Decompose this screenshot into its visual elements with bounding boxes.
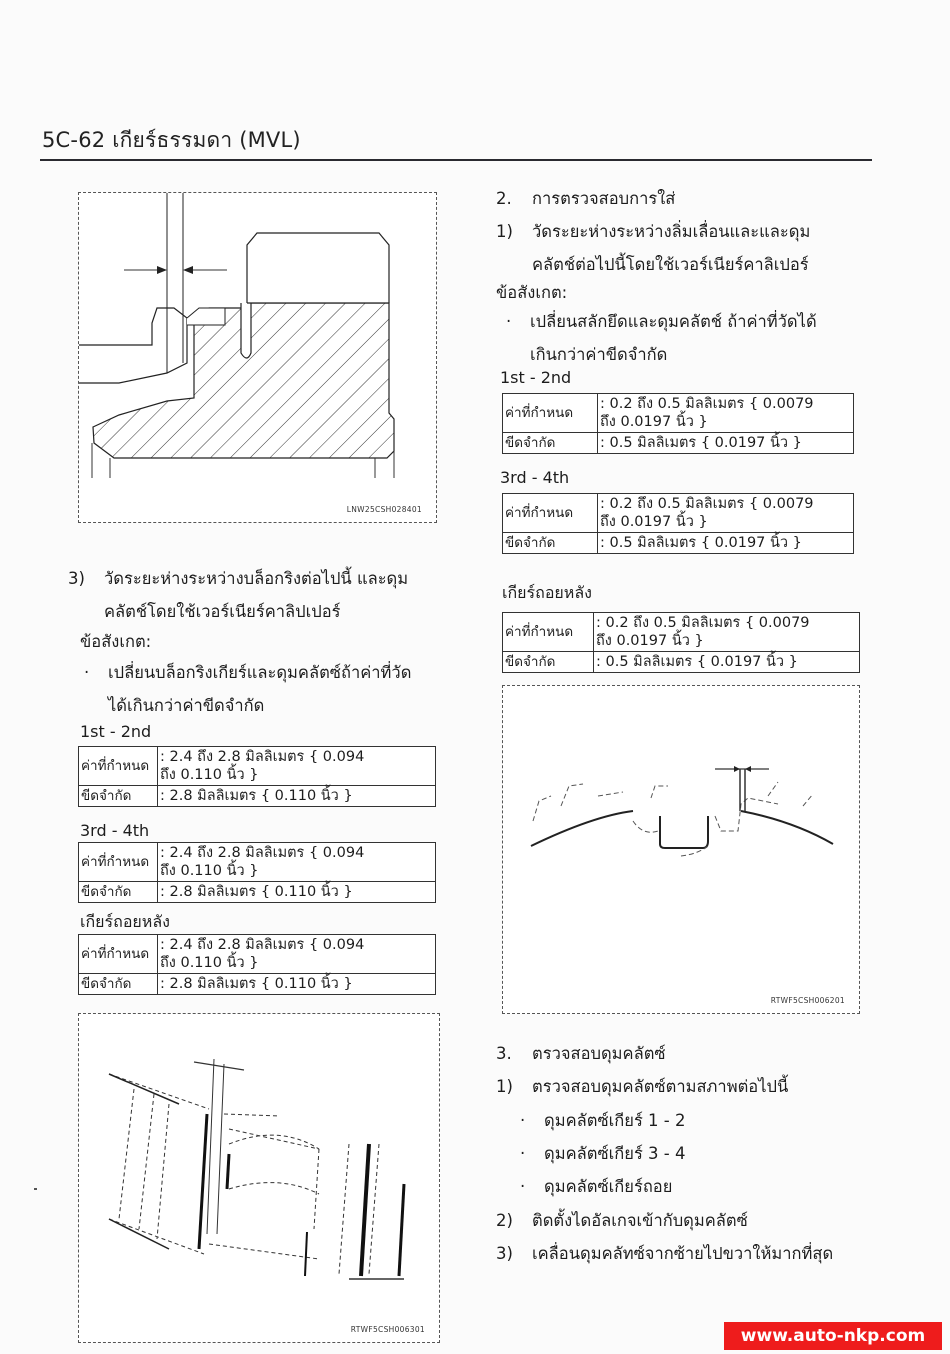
limit-value: : 2.8 มิลลิเมตร { 0.110 นิ้ว } xyxy=(158,786,436,807)
table-row xyxy=(79,935,436,974)
header-divider xyxy=(40,159,872,161)
note-label: ข้อสังเกต: xyxy=(80,632,152,651)
table-row xyxy=(79,747,436,786)
page-title: 5C-62 เกียร์ธรรมดา (MVL) xyxy=(42,128,301,152)
spec-label: ค่าที่กำหนด xyxy=(503,394,598,433)
spec-value: : 0.2 ถึง 0.5 มิลลิเมตร { 0.0079 ถึง 0.0197 นิ้ว } xyxy=(598,394,854,433)
step-number: 1) xyxy=(496,1077,513,1096)
limit-label: ขีดจำกัด xyxy=(503,433,598,454)
section-2-heading xyxy=(496,182,675,215)
limit-value: : 2.8 มิลลิเมตร { 0.110 นิ้ว } xyxy=(158,882,436,903)
table-row xyxy=(503,613,860,652)
hub-sleeve-cross-section-drawing xyxy=(79,193,435,521)
note-bullet xyxy=(84,656,411,722)
spec-value: : 2.4 ถึง 2.8 มิลลิเมตร { 0.094 ถึง 0.110 นิ้ว } xyxy=(158,747,436,786)
spec-value: : 0.2 ถึง 0.5 มิลลิเมตร { 0.0079 ถึง 0.0197 นิ้ว } xyxy=(598,494,854,533)
bullet: · xyxy=(506,312,512,331)
figure-key-hub-gap xyxy=(502,685,860,1014)
s3-step-1 xyxy=(496,1070,788,1103)
scan-speck xyxy=(34,1188,37,1190)
spec-label: ค่าที่กำหนด xyxy=(503,494,598,533)
spec-label: ค่าที่กำหนด xyxy=(503,613,594,652)
table-row xyxy=(503,433,854,454)
list-item: · ดุมคลัตซ์เกียร์ถอย xyxy=(520,1177,673,1196)
s3-step-2 xyxy=(496,1204,748,1237)
step-number: 3) xyxy=(496,1244,513,1263)
spec-title-reverse: เกียร์ถอยหลัง xyxy=(80,912,170,931)
spec-title-reverse: เกียร์ถอยหลัง xyxy=(502,583,592,602)
synchronizer-key-drawing xyxy=(503,686,857,1011)
spec-label: ค่าที่กำหนด xyxy=(79,843,158,882)
step-number: 1) xyxy=(496,222,513,241)
step-text: เคลื่อนดุมคลัทซ์จากซ้ายไปขวาให้มากที่สุด xyxy=(532,1244,834,1263)
watermark-link[interactable]: www.auto-nkp.com xyxy=(724,1322,942,1350)
table-row xyxy=(79,974,436,995)
note-text-line2: ได้เกินกว่าค่าขีดจำกัด xyxy=(108,696,265,715)
section-number: 2. xyxy=(496,189,512,208)
limit-label: ขีดจำกัด xyxy=(79,882,158,903)
step-text-line2: คลัตช์ต่อไปนี้โดยใช้เวอร์เนียร์คาลิเปอร์ xyxy=(532,255,809,274)
spec-value: : 2.4 ถึง 2.8 มิลลิเมตร { 0.094 ถึง 0.110 นิ้ว } xyxy=(158,935,436,974)
spec-table-1st-2nd xyxy=(502,393,854,454)
note-label: ข้อสังเกต: xyxy=(496,283,568,302)
limit-label: ขีดจำกัด xyxy=(79,974,158,995)
table-row xyxy=(79,882,436,903)
figure-blocking-ring-gap xyxy=(78,192,437,523)
spec-label: ค่าที่กำหนด xyxy=(79,935,158,974)
step-text-line1: วัดระยะห่างระหว่างบล็อกริงต่อไปนี้ และดุม xyxy=(104,569,409,588)
list-item: · ดุมคลัตซ์เกียร์ 1 - 2 xyxy=(520,1111,686,1130)
section-3-heading xyxy=(496,1037,666,1070)
list-item: · ดุมคลัตซ์เกียร์ 3 - 4 xyxy=(520,1144,686,1163)
clutch-hub-isometric-drawing xyxy=(79,1014,437,1340)
step-number: 3) xyxy=(68,569,85,588)
step-3-instruction xyxy=(68,562,408,628)
step-text: ติดตั้งไดอัลเกจเข้ากับดุมคลัตซ์ xyxy=(532,1211,748,1230)
s3-step-3 xyxy=(496,1237,833,1270)
table-row xyxy=(503,394,854,433)
limit-label: ขีดจำกัด xyxy=(503,652,594,673)
limit-label: ขีดจำกัด xyxy=(503,533,598,554)
limit-value: : 2.8 มิลลิเมตร { 0.110 นิ้ว } xyxy=(158,974,436,995)
spec-label: ค่าที่กำหนด xyxy=(79,747,158,786)
spec-title-3rd-4th: 3rd - 4th xyxy=(80,821,150,840)
bullet: · xyxy=(84,663,90,682)
section-number: 3. xyxy=(496,1044,512,1063)
spec-table-reverse xyxy=(78,934,436,995)
table-row xyxy=(503,652,860,673)
section-title: ตรวจสอบดุมคลัตซ์ xyxy=(532,1044,666,1063)
note-text-line2: เกินกว่าค่าขีดจำกัด xyxy=(530,345,668,364)
table-row xyxy=(503,494,854,533)
note-bullet xyxy=(506,305,817,371)
section-title: การตรวจสอบการใส่ xyxy=(532,189,676,208)
spec-title-3rd-4th: 3rd - 4th xyxy=(500,468,570,487)
figure-code: RTWF5CSH006201 xyxy=(770,996,845,1005)
step-text-line2: คลัตช์โดยใช้เวอร์เนียร์คาลิปเปอร์ xyxy=(104,602,341,621)
spec-table-3rd-4th xyxy=(502,493,854,554)
table-row xyxy=(503,533,854,554)
spec-title-1st-2nd: 1st - 2nd xyxy=(500,368,572,387)
spec-title-1st-2nd: 1st - 2nd xyxy=(80,722,152,741)
figure-clutch-hub-measurement xyxy=(78,1013,440,1343)
figure-code: RTWF5CSH006301 xyxy=(350,1325,425,1334)
step-text: ตรวจสอบดุมคลัตซ์ตามสภาพต่อไปนี้ xyxy=(532,1077,789,1096)
note-text-line1: เปลี่ยนบล็อกริงเกียร์และดุมคลัตซ์ถ้าค่าที่วัด xyxy=(108,663,412,682)
spec-value: : 2.4 ถึง 2.8 มิลลิเมตร { 0.094 ถึง 0.110 นิ้ว } xyxy=(158,843,436,882)
spec-table-1st-2nd xyxy=(78,746,436,807)
step-number: 2) xyxy=(496,1211,513,1230)
limit-value: : 0.5 มิลลิเมตร { 0.0197 นิ้ว } xyxy=(598,433,854,454)
spec-value: : 0.2 ถึง 0.5 มิลลิเมตร { 0.0079 ถึง 0.0197 นิ้ว } xyxy=(594,613,860,652)
step-1-instruction xyxy=(496,215,810,281)
step-text-line1: วัดระยะห่างระหว่างลิ่มเลื่อนและและดุม xyxy=(532,222,811,241)
spec-table-3rd-4th xyxy=(78,842,436,903)
spec-table-reverse xyxy=(502,612,860,673)
note-text-line1: เปลี่ยนสลักยึดและดุมคลัตช์ ถ้าค่าที่วัดได้ xyxy=(530,312,817,331)
limit-value: : 0.5 มิลลิเมตร { 0.0197 นิ้ว } xyxy=(594,652,860,673)
figure-code: LNW25CSH028401 xyxy=(346,505,422,514)
s3-bullet-list xyxy=(520,1104,686,1203)
limit-value: : 0.5 มิลลิเมตร { 0.0197 นิ้ว } xyxy=(598,533,854,554)
limit-label: ขีดจำกัด xyxy=(79,786,158,807)
table-row xyxy=(79,843,436,882)
table-row xyxy=(79,786,436,807)
